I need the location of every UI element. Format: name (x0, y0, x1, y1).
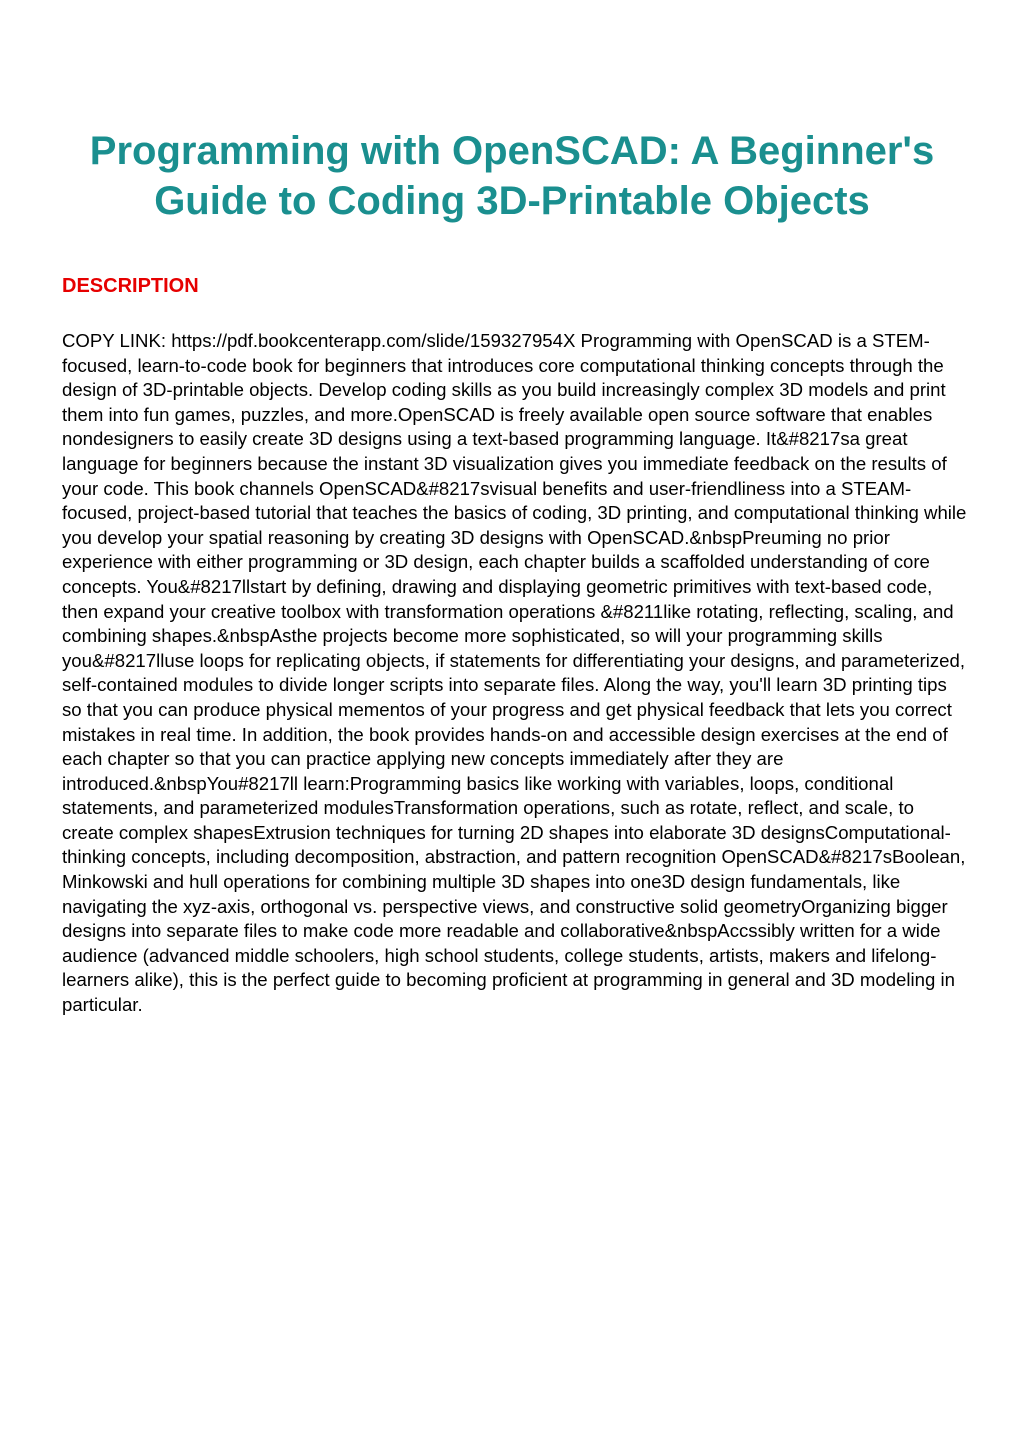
document-title: Programming with OpenSCAD: A Beginner's Guide to Coding 3D-Printable Objects (89, 129, 935, 223)
description-heading: DESCRIPTION (62, 275, 199, 297)
description-text: COPY LINK: https://pdf.bookcenterapp.com/slide/159327954X Programming with OpenSCAD is a STEM-focused, learn-to-code book for beginners that introduces core computational thinking concepts through the design of 3D-printable objects. Develop coding skills as you build increasingly complex 3D models and print them into fun games, puzzles, and more.OpenSCAD is freely available open source software that enables nondesigners to easily create 3D designs using a text-based programming language. It&#8217sa great language for beginners because the instant 3D visualization gives you immediate feedback on the results of your code. This book channels OpenSCAD&#8217svisual benefits and user-friendliness into a STEAM-focused, project-based tutorial that teaches the basics of coding, 3D printing, and computational thinking while you develop your spatial reasoning by creating 3D designs with OpenSCAD.&nbspPreuming no prior experience with either programming or 3D design, each chapter builds a scaffolded understanding of core concepts. You&#8217llstart by defining, drawing and displaying geometric primitives with text-based code, then expand your creative toolbox with transformation operations &#8211like rotating, reflecting, scaling, and combining shapes.&nbspAsthe projects become more sophisticated, so will your programming skills you&#8217lluse loops for replicating objects, if statements for differentiating your designs, and parameterized, self-contained modules to divide longer scripts into separate files. Along the way, you'll learn 3D printing tips so that you can produce physical mementos of your progress and get physical feedback that lets you correct mistakes in real time. In addition, the book provides hands-on and accessible design exercises at the end of each chapter so that you can practice applying new concepts immediately after they are introduced.&nbspYou#8217ll learn:Programming basics like working with variables, loops, conditional statements, and parameterized modulesTransformation operations, such as rotate, reflect, and scale, to create complex shapesExtrusion techniques for turning 2D shapes into elaborate 3D designsComputational-thinking concepts, including decomposition, abstraction, and pattern recognition OpenSCAD&#8217sBoolean, Minkowski and hull operations for combining multiple 3D shapes into one3D design fundamentals, like navigating the xyz-axis, orthogonal vs. perspective views, and constructive solid geometryOrganizing bigger designs into separate files to make code more readable and collaborative&nbspAccssibly written for a wide audience (advanced middle schoolers, high school students, college students, artists, makers and lifelong-learners alike), this is the perfect guide to becoming proficient at programming in general and 3D modeling in particular. (62, 330, 967, 1016)
